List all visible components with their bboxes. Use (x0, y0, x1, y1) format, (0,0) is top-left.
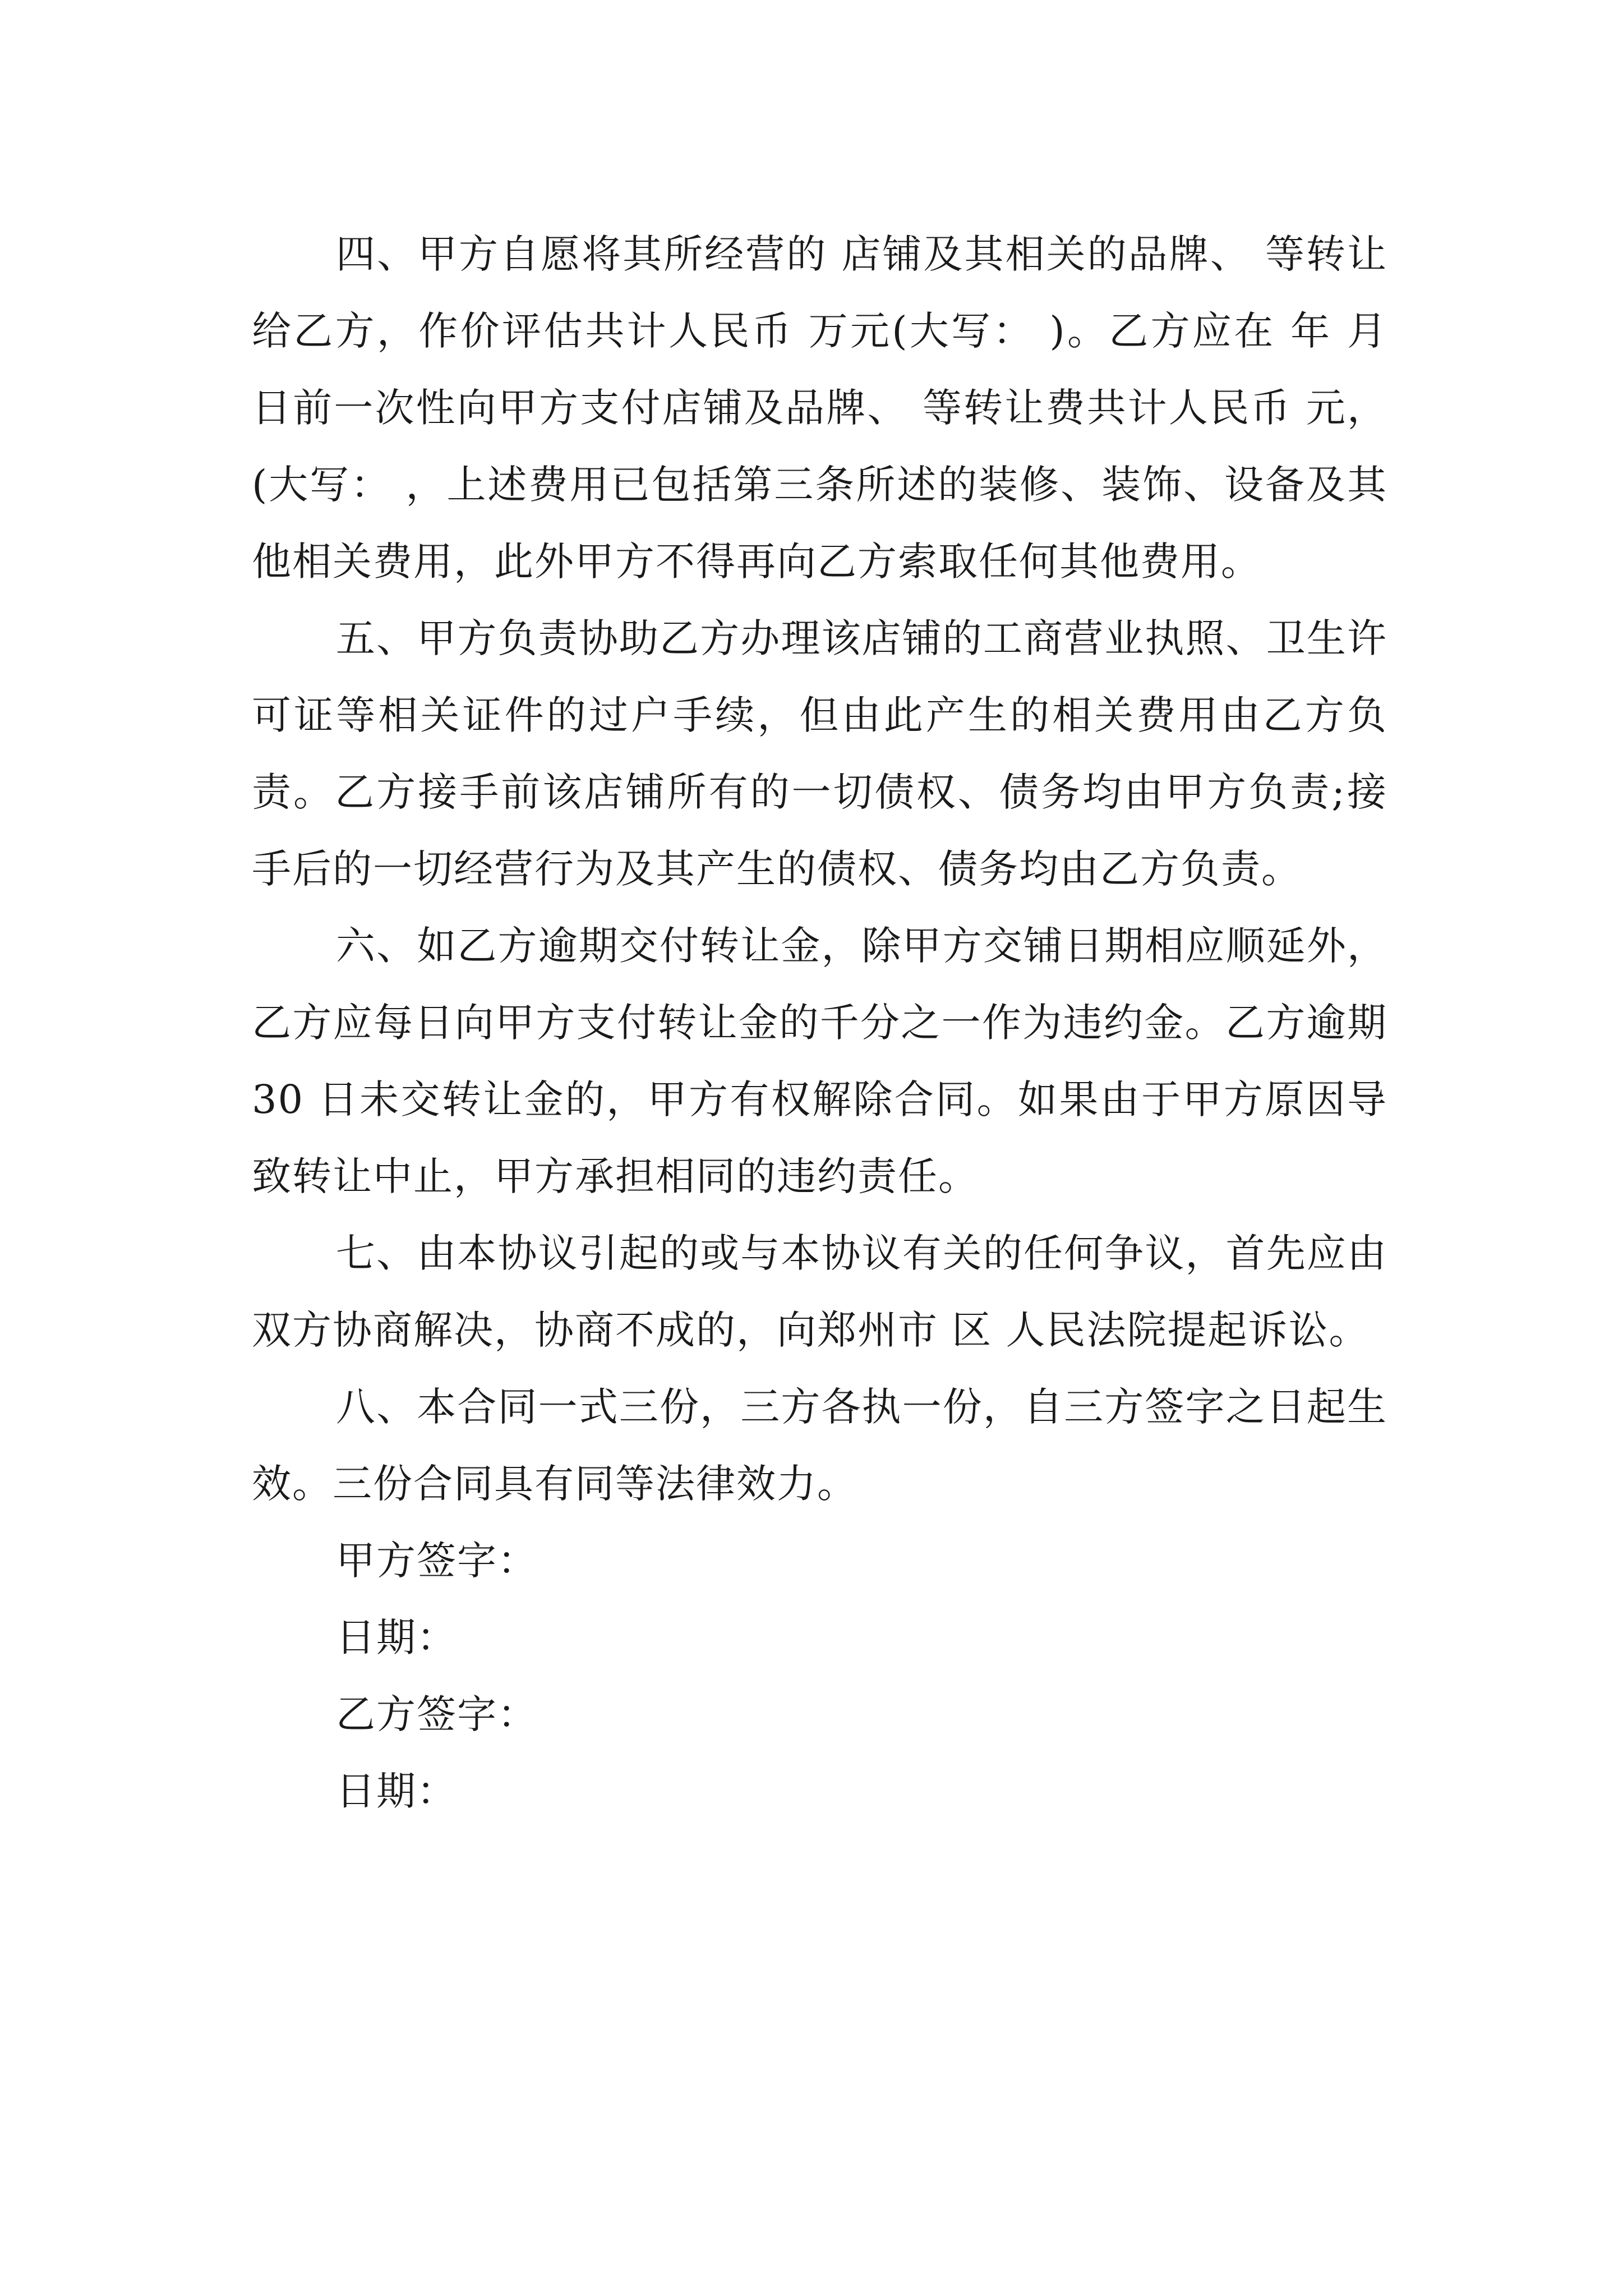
party-b-signature-label: 乙方签字： (336, 1691, 538, 1737)
clause-4-paragraph: 四、甲方自愿将其所经营的 店铺及其相关的品牌、 等转让给乙方，作价评估共计人民币 万元(大写： )。乙方应在 年 月 日前一次性向甲方支付店铺及品牌、 等转让费共计人民币 元，(大写： ，上述费用已包括第三条所述的装修、装饰、设备及其他相关费用，此外甲方不得再向乙方索取任何其他费用。 (252, 231, 1387, 585)
party-a-signature-label: 甲方签字： (336, 1538, 538, 1584)
clause-5-paragraph: 五、甲方负责协助乙方办理该店铺的工商营业执照、卫生许可证等相关证件的过户手续，但由此产生的相关费用由乙方负责。乙方接手前该店铺所有的一切债权、债务均由甲方负责;接手后的一切经营行为及其产生的债权、债务均由乙方负责。 (252, 615, 1387, 892)
clause-8-paragraph: 八、本合同一式三份，三方各执一份，自三方签字之日起生效。三份合同具有同等法律效力。 (252, 1384, 1387, 1507)
party-b-date-label: 日期： (336, 1768, 457, 1814)
document-page (252, 216, 1387, 1830)
clause-6-paragraph: 六、如乙方逾期交付转让金，除甲方交铺日期相应顺延外，乙方应每日向甲方支付转让金的千分之一作为违约金。乙方逾期 30 日未交转让金的，甲方有权解除合同。如果由于甲方原因导致转让中止，甲方承担相同的违约责任。 (252, 923, 1387, 1199)
clause-7-paragraph: 七、由本协议引起的或与本协议有关的任何争议，首先应由双方协商解决，协商不成的，向郑州市 区 人民法院提起诉讼。 (252, 1230, 1387, 1353)
party-a-date-label: 日期： (336, 1614, 457, 1660)
signature-block (252, 1522, 1387, 1830)
